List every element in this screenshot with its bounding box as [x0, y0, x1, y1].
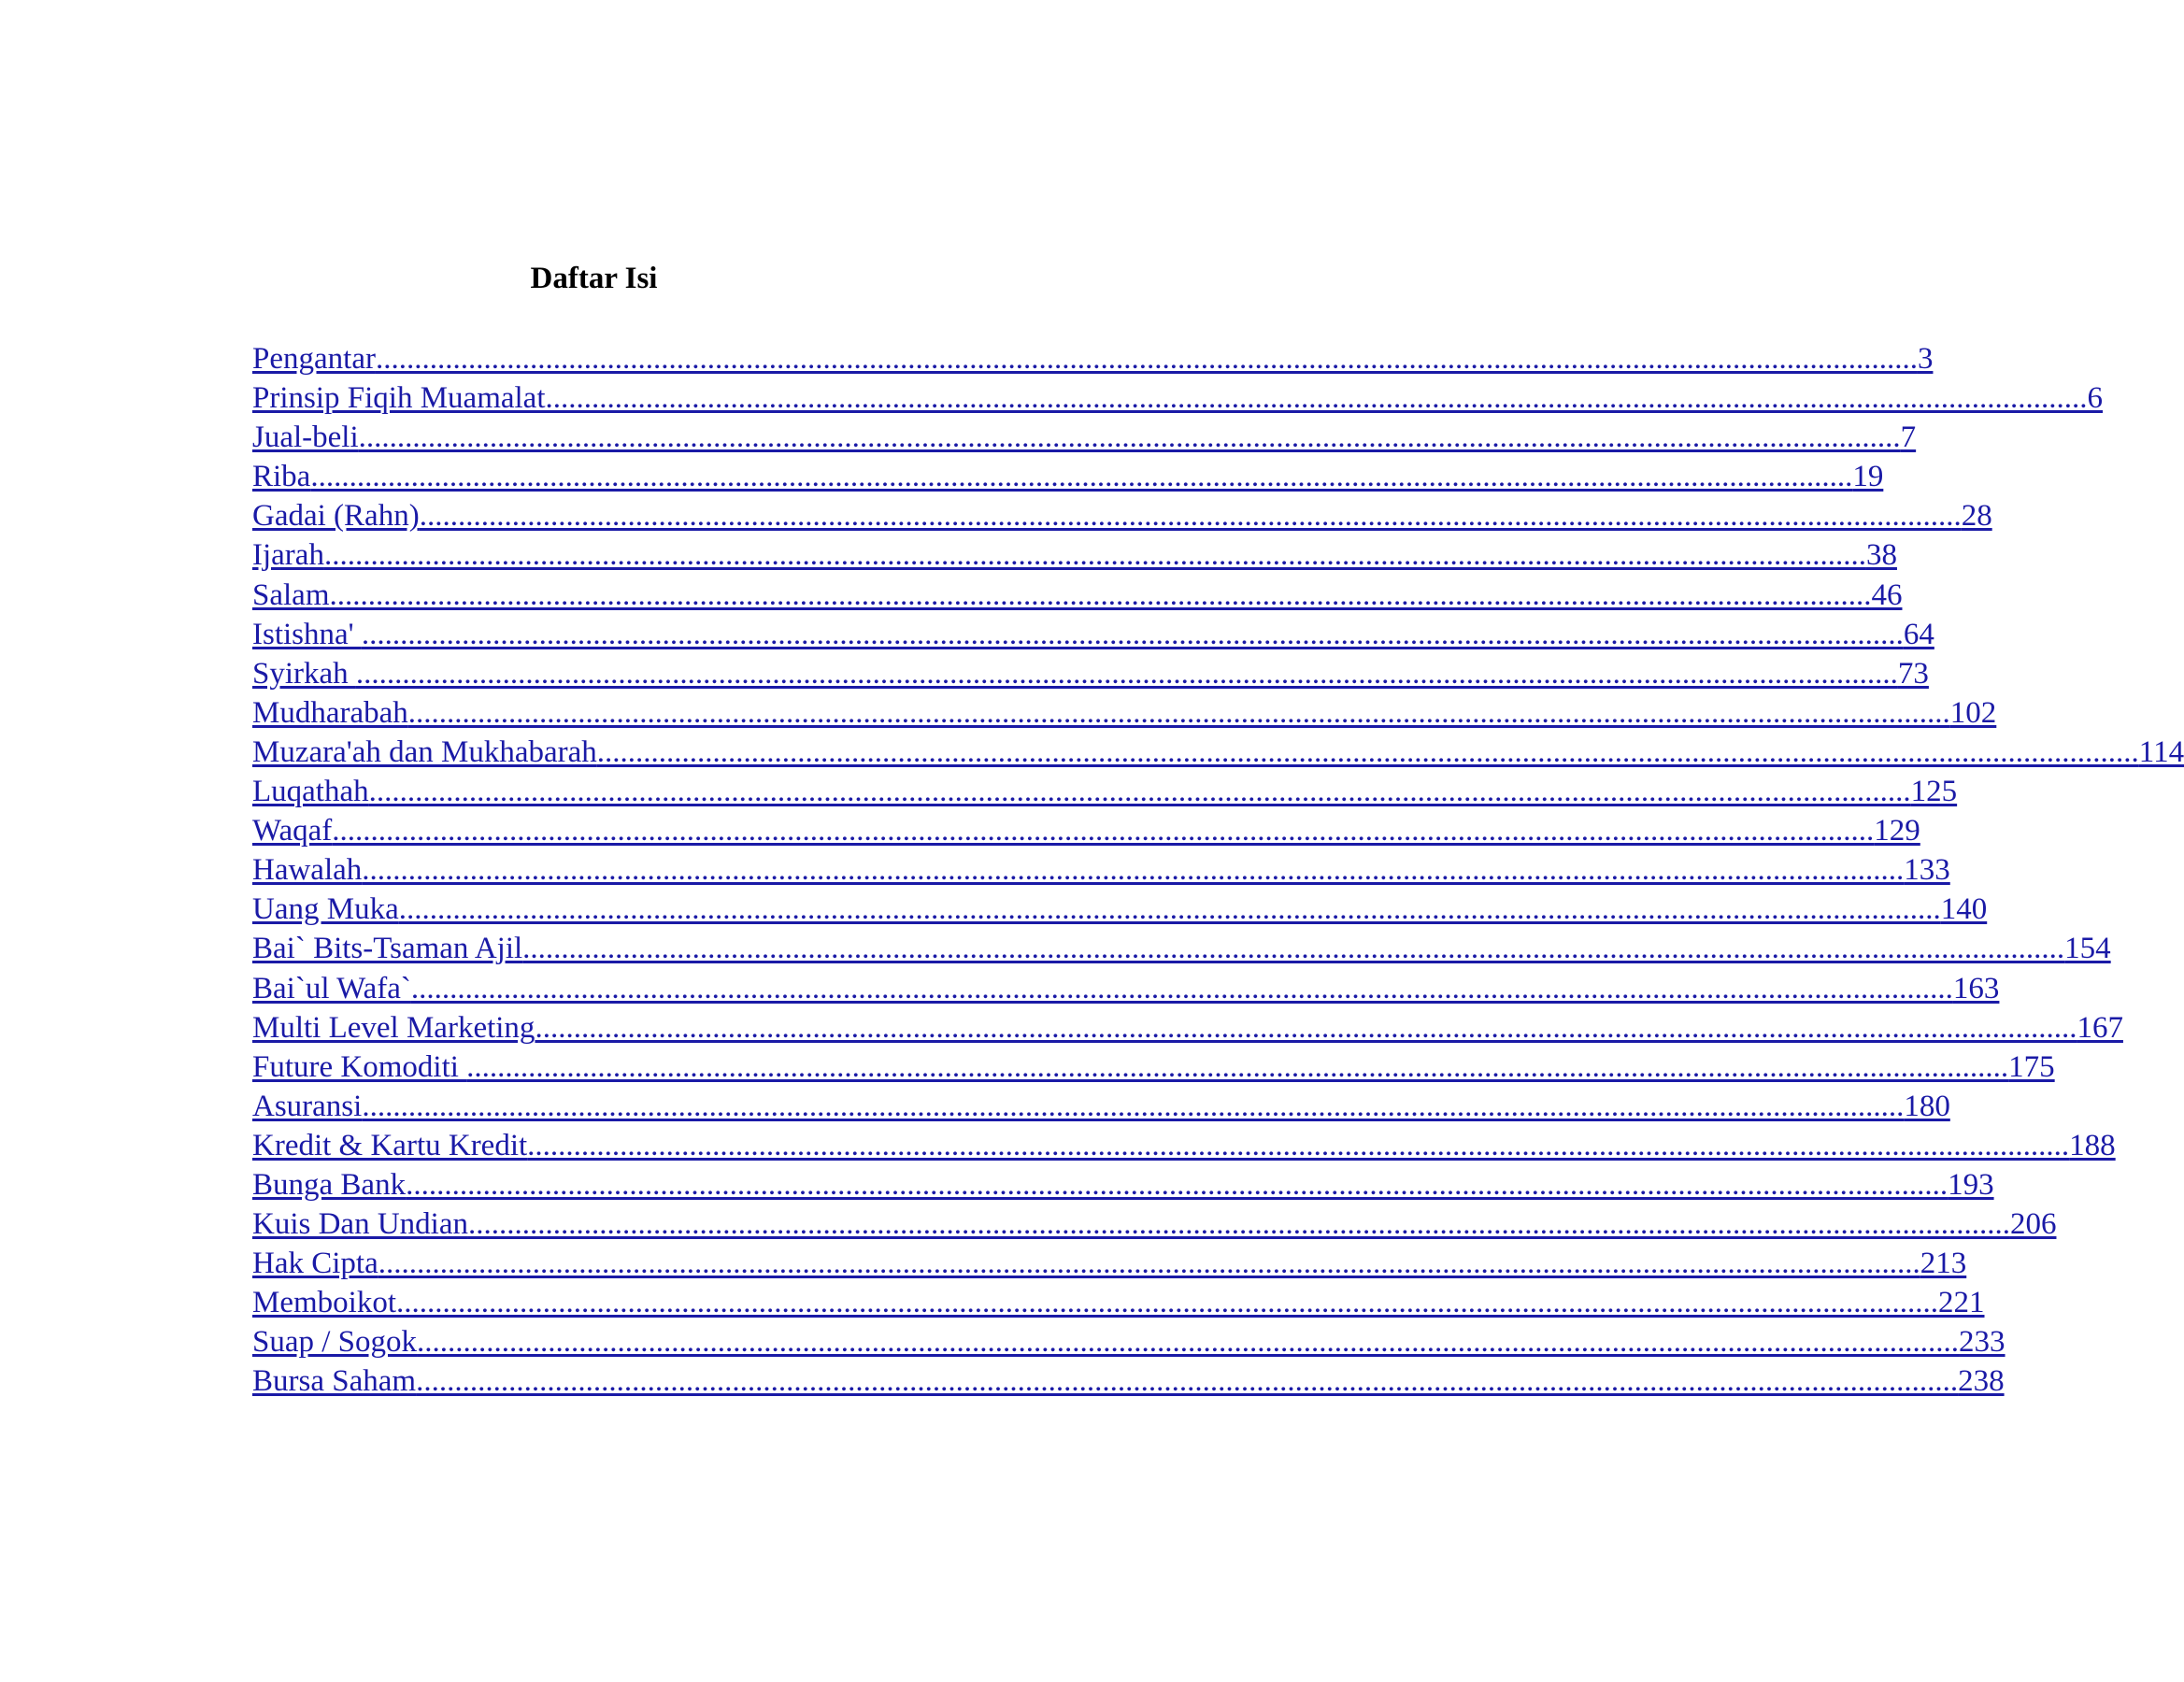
- toc-entry-page-number: 46: [1871, 577, 1903, 612]
- toc-entry-page-number: 213: [1920, 1247, 1967, 1281]
- toc-entry-link[interactable]: [252, 1087, 1950, 1126]
- dot-leader: ........................................................................................................................................................................................................: [398, 892, 1941, 927]
- dot-leader: ........................................................................................................................................................................................................: [368, 775, 1911, 809]
- dot-leader: ........................................................................................................................................................................................................: [535, 1010, 2077, 1045]
- toc-entry-link[interactable]: [252, 457, 1884, 496]
- toc-entry-link[interactable]: [252, 850, 1950, 890]
- dot-leader: ........................................................................................................................................................................................................: [361, 617, 1904, 651]
- toc-entry-label: Ijarah: [252, 538, 324, 573]
- table-of-contents: [252, 339, 2184, 1402]
- toc-entry-label: Mudharabah: [252, 695, 408, 730]
- toc-entry-page-number: 180: [1904, 1089, 1950, 1123]
- toc-entry-link[interactable]: [252, 496, 1992, 535]
- toc-entry-link[interactable]: [252, 378, 2103, 418]
- toc-entry-link[interactable]: [252, 535, 1897, 575]
- toc-entry-label: Suap / Sogok: [252, 1325, 418, 1360]
- toc-entry-page-number: 140: [1940, 892, 1988, 927]
- toc-entry-label: Bursa Saham: [252, 1364, 417, 1399]
- toc-entry-link[interactable]: [252, 969, 2000, 1008]
- dot-leader: ........................................................................................................................................................................................................: [323, 538, 1866, 573]
- toc-entry-link[interactable]: [252, 1244, 1967, 1283]
- dot-leader: ........................................................................................................................................................................................................: [362, 853, 1905, 888]
- toc-entry-link[interactable]: [252, 654, 1929, 693]
- toc-entry-link[interactable]: [252, 615, 1934, 654]
- dot-leader: ........................................................................................................................................................................................................: [416, 1364, 1959, 1399]
- toc-entry-page-number: 6: [2087, 381, 2103, 416]
- toc-entry-page-number: 102: [1949, 695, 1997, 730]
- toc-entry-label: Hawalah: [252, 853, 363, 888]
- dot-leader: ........................................................................................................................................................................................................: [407, 695, 1950, 730]
- toc-entry-page-number: 114: [2138, 734, 2184, 769]
- toc-entry-page-number: 238: [1958, 1364, 2005, 1399]
- toc-entry-page-number: 193: [1948, 1167, 1994, 1202]
- dot-leader: ........................................................................................................................................................................................................: [375, 342, 1918, 376]
- toc-entry-link[interactable]: [252, 576, 1903, 615]
- toc-entry-link[interactable]: [252, 1283, 1985, 1322]
- dot-leader: ........................................................................................................................................................................................................: [466, 1049, 2009, 1084]
- toc-entry-label: Bunga Bank: [252, 1167, 407, 1202]
- toc-entry-page-number: 133: [1904, 853, 1950, 888]
- toc-entry-link[interactable]: [252, 1008, 2123, 1048]
- toc-entry-label: Salam: [252, 577, 330, 612]
- toc-entry-label: Memboikot: [252, 1286, 396, 1320]
- toc-entry-page-number: 19: [1852, 460, 1884, 494]
- toc-entry-link[interactable]: [252, 418, 1917, 457]
- toc-entry-page-number: 221: [1938, 1286, 1985, 1320]
- toc-entry-label: Waqaf: [252, 814, 333, 848]
- toc-entry-link[interactable]: [252, 772, 1958, 811]
- toc-entry-label: Riba: [252, 460, 311, 494]
- toc-entry-page-number: 233: [1959, 1325, 2006, 1360]
- toc-entry-label: Syirkah: [252, 656, 356, 691]
- toc-entry-label: Jual-beli: [252, 420, 359, 455]
- dot-leader: ........................................................................................................................................................................................................: [522, 932, 2065, 966]
- toc-entry-page-number: 28: [1961, 499, 1992, 534]
- toc-entry-link[interactable]: [252, 1204, 2057, 1244]
- toc-entry-link[interactable]: [252, 811, 1920, 850]
- toc-entry-page-number: 3: [1917, 342, 1934, 376]
- toc-entry-label: Gadai (Rahn): [252, 499, 420, 534]
- toc-entry-label: Kredit & Kartu Kredit: [252, 1128, 528, 1162]
- dot-leader: ........................................................................................................................................................................................................: [362, 1089, 1905, 1123]
- dot-leader: ........................................................................................................................................................................................................: [310, 460, 1853, 494]
- toc-entry-link[interactable]: [252, 890, 1988, 929]
- toc-entry-link[interactable]: [252, 693, 1997, 733]
- toc-entry-link[interactable]: [252, 1126, 2116, 1165]
- dot-leader: ........................................................................................................................................................................................................: [332, 814, 1875, 848]
- toc-entry-label: Istishna': [252, 617, 362, 651]
- toc-entry-page-number: 175: [2008, 1049, 2055, 1084]
- toc-entry-page-number: 129: [1874, 814, 1920, 848]
- toc-entry-link[interactable]: [252, 1165, 1994, 1204]
- dot-leader: ........................................................................................................................................................................................................: [355, 656, 1898, 691]
- toc-entry-label: Bai` Bits-Tsaman Ajil: [252, 932, 523, 966]
- toc-entry-page-number: 167: [2077, 1010, 2123, 1045]
- dot-leader: ........................................................................................................................................................................................................: [329, 577, 1872, 612]
- toc-entry-label: Multi Level Marketing: [252, 1010, 535, 1045]
- dot-leader: ........................................................................................................................................................................................................: [378, 1247, 1920, 1281]
- toc-entry-page-number: 73: [1897, 656, 1929, 691]
- toc-entry-link[interactable]: [252, 1361, 2005, 1401]
- toc-entry-label: Uang Muka: [252, 892, 399, 927]
- toc-entry-label: Future Komoditi: [252, 1049, 467, 1084]
- toc-entry-link[interactable]: [252, 1048, 2055, 1087]
- dot-leader: ........................................................................................................................................................................................................: [596, 734, 2139, 769]
- toc-entry-page-number: 38: [1865, 538, 1897, 573]
- toc-entry-link[interactable]: [252, 339, 1934, 378]
- toc-entry-page-number: 206: [2009, 1207, 2057, 1242]
- toc-entry-page-number: 163: [1952, 971, 2000, 1005]
- dot-leader: ........................................................................................................................................................................................................: [410, 971, 1953, 1005]
- toc-entry-link[interactable]: [252, 1322, 2006, 1361]
- toc-entry-label: Hak Cipta: [252, 1247, 378, 1281]
- toc-entry-page-number: 7: [1900, 420, 1917, 455]
- toc-entry-page-number: 125: [1910, 775, 1958, 809]
- dot-leader: ........................................................................................................................................................................................................: [419, 499, 1962, 534]
- toc-entry-page-number: 154: [2064, 932, 2111, 966]
- dot-leader: ........................................................................................................................................................................................................: [545, 381, 2088, 416]
- toc-entry-page-number: 64: [1903, 617, 1934, 651]
- toc-entry-page-number: 188: [2069, 1128, 2116, 1162]
- toc-entry-label: Asuransi: [252, 1089, 363, 1123]
- dot-leader: ........................................................................................................................................................................................................: [467, 1207, 2010, 1242]
- dot-leader: ........................................................................................................................................................................................................: [417, 1325, 1960, 1360]
- toc-entry-label: Kuis Dan Undian: [252, 1207, 468, 1242]
- toc-entry-label: Prinsip Fiqih Muamalat: [252, 381, 546, 416]
- toc-entry-label: Luqathah: [252, 775, 369, 809]
- dot-leader: ........................................................................................................................................................................................................: [396, 1286, 1938, 1320]
- toc-entry-label: Pengantar: [252, 342, 376, 376]
- page-title: Daftar Isi: [530, 262, 658, 295]
- toc-entry-label: Muzara'ah dan Mukhabarah: [252, 734, 597, 769]
- dot-leader: ........................................................................................................................................................................................................: [527, 1128, 2070, 1162]
- toc-entry-link[interactable]: [252, 733, 2184, 772]
- dot-leader: ........................................................................................................................................................................................................: [358, 420, 1901, 455]
- toc-entry-label: Bai`ul Wafa`: [252, 971, 411, 1005]
- dot-leader: ........................................................................................................................................................................................................: [406, 1167, 1948, 1202]
- toc-entry-link[interactable]: [252, 929, 2111, 968]
